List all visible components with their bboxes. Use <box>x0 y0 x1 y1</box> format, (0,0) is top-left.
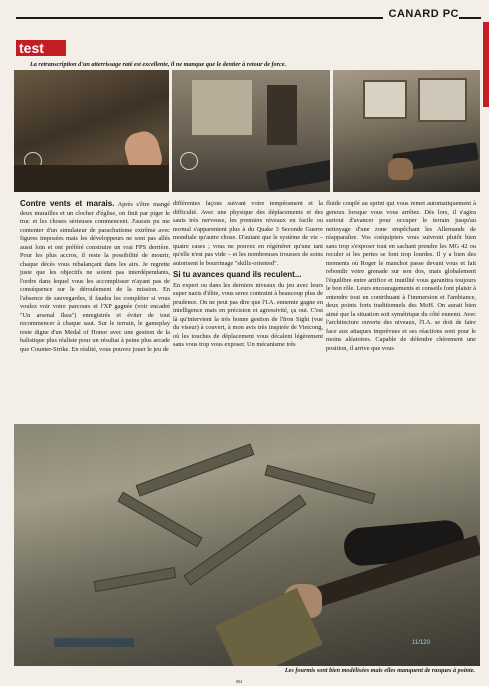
screenshot-1 <box>14 70 169 192</box>
caption-top: La retranscription d'un atterrissage raté est excellente, il ne manque que le dentier à retour de force. <box>30 61 287 68</box>
screenshot-2 <box>172 70 330 192</box>
section-tag: test <box>16 40 66 56</box>
doorway-image <box>267 85 297 145</box>
body-text: différentes façons suivant votre tempérament et la difficulté. Avec une physique des déplacements et des sauts très nerveuse, les premiers niveaux en facile ou normal s'apparentent plus à du Quake 3 Seconde Guerre mondiale qu'autre chose. D'autant que le système de vie – quatre cases ; vous ne pouvez en régénérer qu'une tant qu'elle n'est pas vide – et les nombreuses trousses de soins autorisent le bourrinage "skillz-oriented". <box>173 200 323 267</box>
lead-heading: Contre vents et marais. <box>20 199 115 208</box>
trench-image <box>117 492 202 548</box>
health-bar <box>54 638 134 647</box>
body-text: Après s'être mangé deux murailles et un clocher d'église, on finit par piger le truc et les choses sérieuses commencent. J'aurais pu me contenter d'un simulateur de parachutisme extrême avec figures imposées mais les développeurs ne sont pas allés aussi loin et ont préféré construire un vrai FPS derrière. Pour les plus accros, il reste la possibilité de mourir, chaque décès vous rebalançant dans les airs. Je regrette juste que les objectifs ne soient pas interdépendants, l'ordre dans lequel vous les accomplisser n'ayant pas de conséquence sur le déroulement de la mission. En l'absence de sauvegardes, il faudra les compléter si vous voulez voir votre parcours et l'XP gagnée (voir encadré "Un arsenal Ikea") enregistrés et éviter de tout recommencer à chaque saut. Sur le terrain, le gameplay reste digne d'un Medal of Honor avec une gestion de la balistique plus réaliste pour un résultat à peine plus arcade que Counter-Strike. En réalité, vous pouvez jouer le jeu de <box>20 201 170 353</box>
crosshair-icon <box>180 152 198 170</box>
column-1 <box>20 200 170 354</box>
interior-wall-image <box>192 80 252 135</box>
page-number: 084 <box>236 679 242 684</box>
body-text: fluide couplé au sprint qui vous remet automatiquement à genoux lorsque vous vous arrêtez. Dès lors, il s'agira surtout d'avancer pour occuper le terrain jusqu'au nettoyage d'une zone empêchant les Allemands de réapparaître. Vos coéquipiers vous suivront plutôt bien sans trop s'exposer tout en sachant prendre les MG 42 ou reculer si les pertes se font trop lourdes. Il y a bien des moments où Roger le manchot passe devant vous et fait rebondir votre grenade sur son dos, mais globalement l'équilibre entre artifice et inutilité vous garantira toujours le bon rôle. Leurs encouragements et conseils font plaisir à entendre tout en contribuant à l'immersion et l'ambiance, deux points forts traditionnels des MoH. On aurait bien aimé que la situation soit symétrique du côté ennemi. Avec l'architecture ouverte des niveaux, l'I.A. se doit de faire face aux attaques imprévues et ses réactions sont pour le moins aléatoires. Capable de défendre chèrement une position, il arrive que vous <box>326 200 476 352</box>
screenshot-3 <box>333 70 480 192</box>
body-text: En expert ou dans les derniers niveaux du jeu avec leurs super nazis d'élite, vous serez contraint à beaucoup plus de prudence. On ne peut pas dire que l'I.A. ennemie gagne en intelligence mais en précision et agressivité, ça oui. C'est là qu'intervient la très bonne gestion de l'Iron Sight (vue du viseur) à couvert, à mon avis très inspirée de Vietcong, où les touches de déplacement vous décalent légèrement sans vous trop vous exposer. Un mécanisme très <box>173 281 323 348</box>
terrain-image <box>14 165 169 192</box>
trench-image <box>94 567 177 592</box>
window-image <box>363 80 407 119</box>
brand-logo: CANARD PC <box>383 8 460 20</box>
caption-bottom: Les fourmis sont bien modélisées mais elles manquent de rasques à pointe. <box>284 667 475 674</box>
ammo-counter: 11/120 <box>412 640 430 646</box>
gun-image <box>266 159 330 191</box>
column-2 <box>173 200 323 350</box>
window-image <box>418 78 467 122</box>
trench-image <box>264 465 375 505</box>
trench-image <box>183 494 306 585</box>
red-edge-tab <box>483 22 489 107</box>
column-3 <box>326 200 476 353</box>
hand-image <box>388 158 413 180</box>
screenshot-large <box>14 424 480 666</box>
trench-image <box>136 443 255 496</box>
subheading: Si tu avances quand ils reculent... <box>173 270 302 279</box>
